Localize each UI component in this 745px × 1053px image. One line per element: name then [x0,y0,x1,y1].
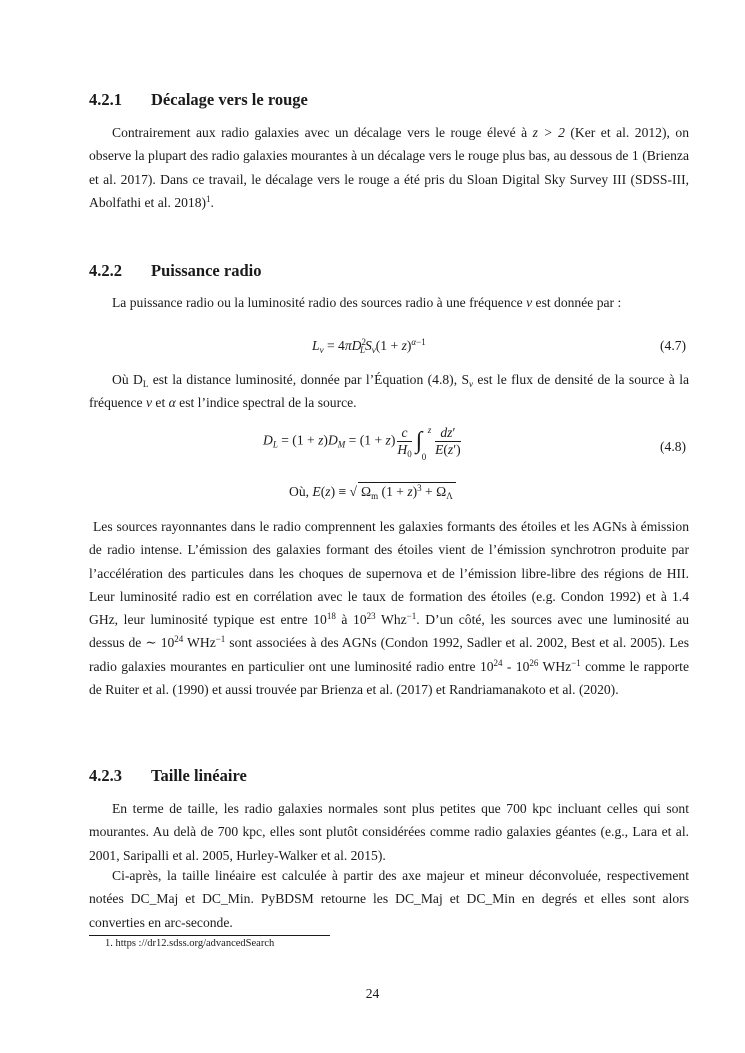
page-number: 24 [365,986,380,1001]
section-heading-4-2-2: 4.2.2 Puissance radio [89,261,262,280]
equation-4-8: $D_L = (1 + z)D_M = (1 + z)$ $\frac{c}{H_0}$ ∫ z 0 $\frac{dz'}{E(z')}$ [263,425,461,462]
paragraph-size-method: Ci-après, la taille linéaire est calculée à partir des axe majeur et mineur déconvoluée, respectivement notées DC_Maj et DC_Min. PyBDSM retourne les DC_Maj et DC_Min en degrés et elles sont alors converties en arc-seconde. [89,868,689,930]
paragraph-redshift: Contrairement aux radio galaxies avec un décalage vers le rouge élevé à z > 2 (Ker et al. 2012), on observe la plupart des radio galaxies mourantes à un décalage vers le rouge plus bas, au dessous de 1 (Brienza et al. 2017). Dans ce travail, le décalage vers le rouge a été pris du Sloan Digital Sky Survey III (SDSS-III, Abolfathi et al. 2018)$^1$. [89,125,689,210]
footnote: 1. https ://dr12.sdss.org/advancedSearch [105,938,275,949]
section-heading-4-2-3: 4.2.3 Taille linéaire [89,766,247,785]
equation-e-of-z: Où, E(z) ≡ √ $\Omega_m$ $(1 + z)^3 + \Omega_\Lambda$ [289,482,456,500]
paragraph-distance-definition: Où $D_L$ est la distance luminosité, donnée par l’Équation (4.8), $S_\nu$ est le flux de densité de la source à la fréquence ν et α est l’indice spectral de la source. [89,372,690,411]
paragraph-radio-power-intro: La puissance radio ou la luminosité radio des sources radio à une fréquence ν est donnée par : [112,295,622,310]
footnote-marker[interactable]: 1 [206,193,211,204]
equation-4-7: $L_\nu = 4\pi D^2_LS_\nu(1 + z)^{\alpha-1}$ [312,337,426,355]
equation-number-4-8: (4.8) [660,439,687,454]
paragraph-size-intro: En terme de taille, les radio galaxies normales sont plus petites que 700 kpc incluant celles qui sont mourantes. Au delà de 700 kpc, elles sont plutôt considérées comme radio galaxies géantes (e.g., Lara et al. 2001, Saripalli et al. 2005, Hurley-Walker et al. 2015). [89,801,689,863]
footnote-rule [89,935,330,936]
footnote-link[interactable]: https ://dr12.sdss.org/advancedSearch [115,938,275,949]
equation-number-4-7: (4.7) [660,338,687,353]
section-heading-4-2-1: 4.2.1 Décalage vers le rouge [89,90,308,109]
paragraph-radio-sources: Les sources rayonnantes dans le radio comprennent les galaxies formants des étoiles et les AGNs à émission de radio intense. L’émission des galaxies formant des étoiles vient de l’émission synchrotron produite par l’accélération des particules dans les choques de supernova et de l’émission libre-libre des régions de HII. Leur luminosité radio est en corrélation avec le taux de formation des étoiles (e.g. Condon 1992) et à 1.4 GHz, leur luminosité typique est entre $10^{18}$ à $10^{23}$ Whz$^{-1}$. D’un côté, les sources avec une luminosité au dessus de ∼ $10^{24}$ WHz$^{-1}$ sont associées à des AGNs (Condon 1992, Sadler et al. 2002, Best et al. 2005). Les radio galaxies mourantes en particulier ont une luminosité radio entre $10^{24} - 10^{26}$ WHz$^{-1}$ comme le rapporte de Ruiter et al. (1990) et aussi trouvée par Brienza et al. (2017) et Randriamanakoto et al. (2020). [89,519,689,698]
